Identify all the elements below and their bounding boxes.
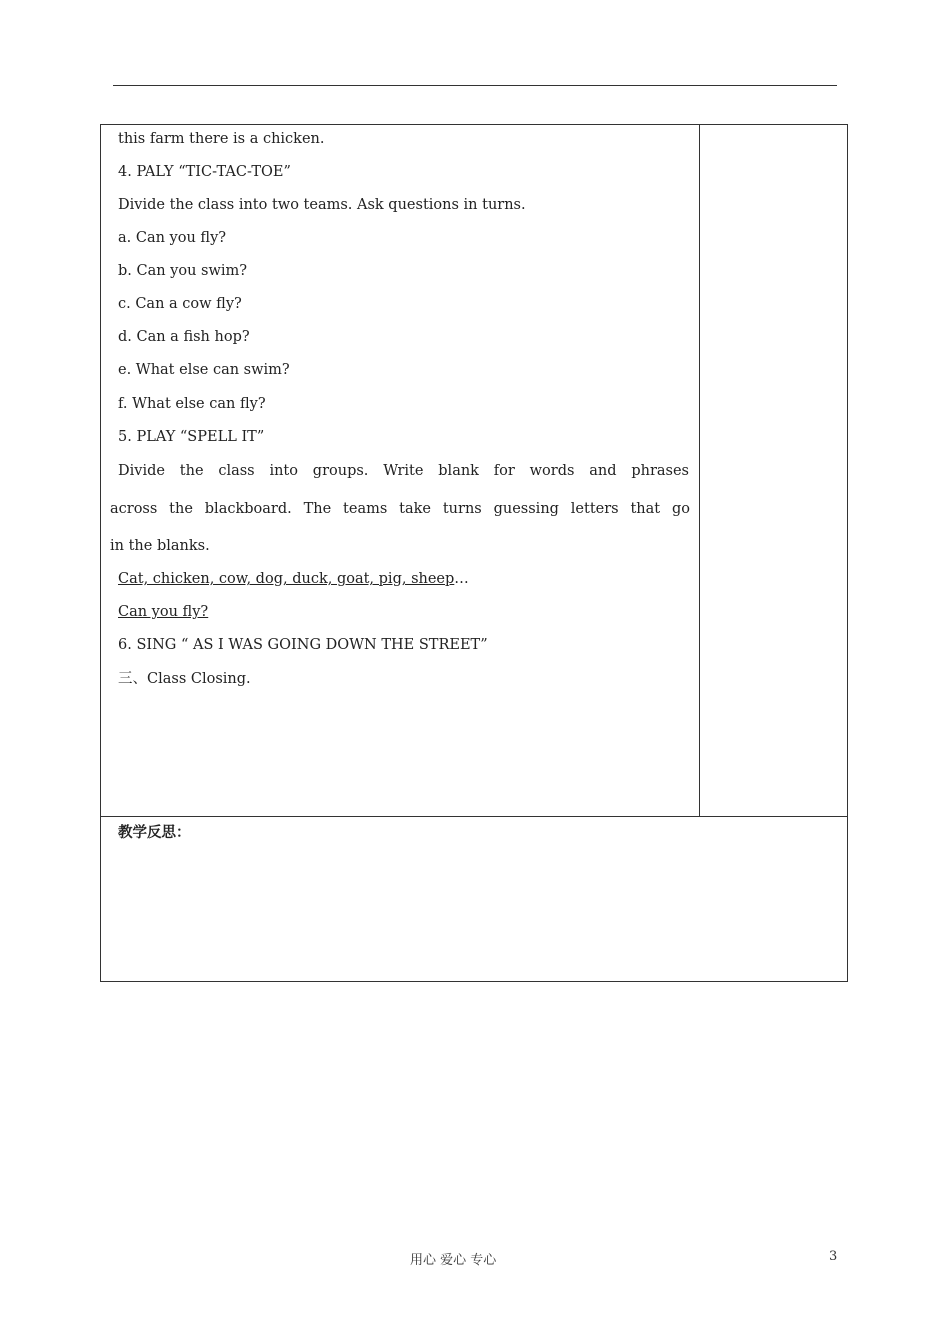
word-list-ellipsis: … xyxy=(454,571,469,587)
question-item: a. Can you fly? xyxy=(118,230,227,246)
reflection-label: 教学反思： xyxy=(118,825,191,841)
activity-heading: 5. PLAY “SPELL IT” xyxy=(118,429,265,445)
instruction-line: Divide the class into groups. Write blank for words and phrases xyxy=(118,463,689,479)
lesson-row xyxy=(101,125,847,817)
page-number: 3 xyxy=(829,1249,838,1264)
question-item: c. Can a cow fly? xyxy=(118,296,242,312)
text-line: Divide the class into two teams. Ask questions in turns. xyxy=(118,197,526,213)
text-line: this farm there is a chicken. xyxy=(118,131,325,147)
question-item: e. What else can swim? xyxy=(118,362,290,378)
instruction-line: across the blackboard. The teams take turns guessing letters that go xyxy=(110,501,690,517)
question-item: f. What else can fly? xyxy=(118,396,266,412)
reflection-row xyxy=(101,817,847,981)
phrase-example: Can you fly? xyxy=(118,604,209,620)
activity-heading: 4. PALY “TIC-TAC-TOE” xyxy=(118,164,291,180)
lesson-content-cell xyxy=(101,125,700,816)
footer-motto: 用心 爱心 专心 xyxy=(410,1253,497,1268)
word-list-text: Cat, chicken, cow, dog, duck, goat, pig, sheep xyxy=(118,571,455,587)
activity-heading: 6. SING “ AS I WAS GOING DOWN THE STREET” xyxy=(118,637,488,653)
header-rule xyxy=(113,85,837,86)
question-item: b. Can you swim? xyxy=(118,263,248,279)
lesson-table xyxy=(100,124,848,982)
notes-cell xyxy=(700,125,847,816)
instruction-line: in the blanks. xyxy=(110,538,210,554)
word-list xyxy=(118,570,469,588)
question-item: d. Can a fish hop? xyxy=(118,329,250,345)
closing-heading: 三、Class Closing. xyxy=(118,671,251,687)
